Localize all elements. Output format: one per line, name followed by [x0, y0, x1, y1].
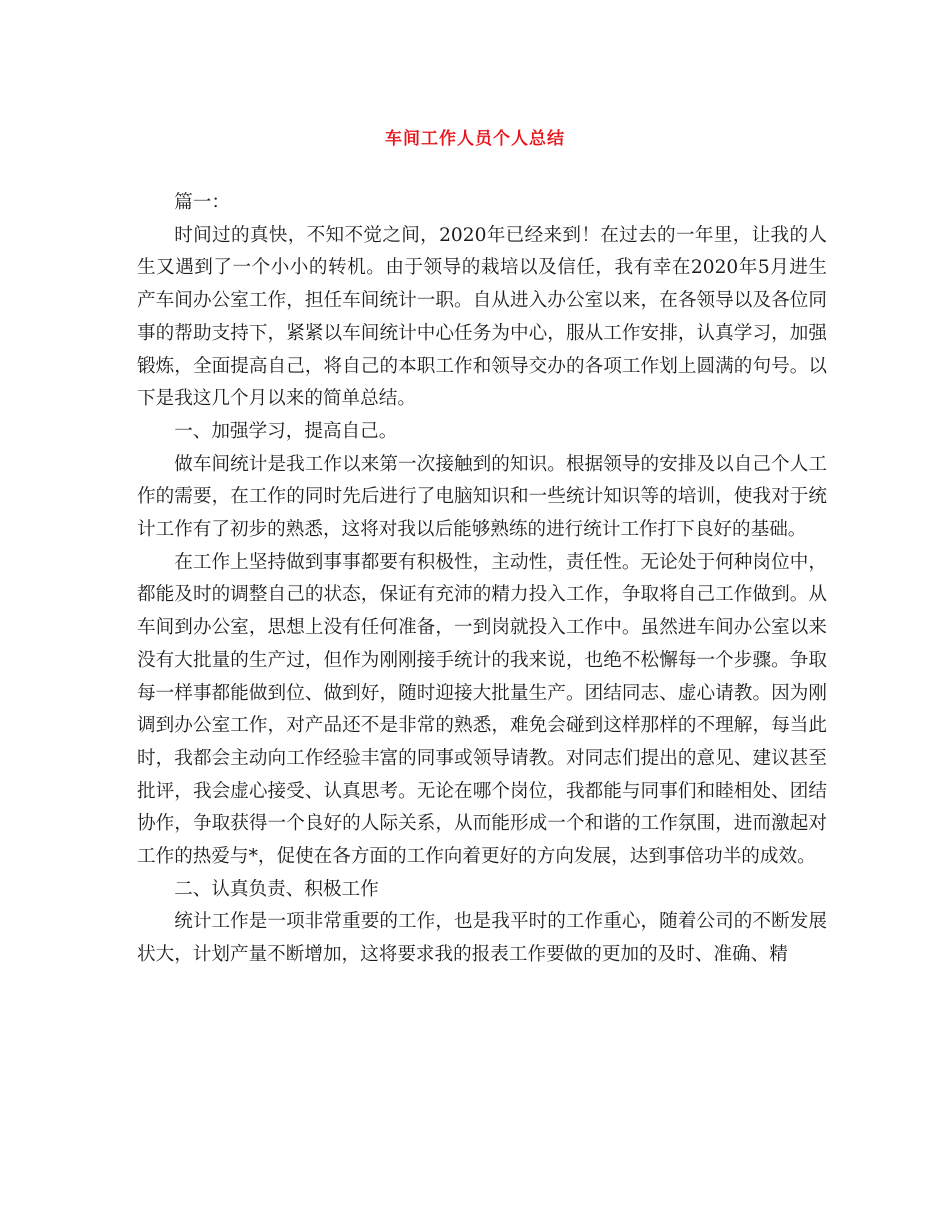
heading-section-1: 一、加强学习，提高自己。: [174, 420, 398, 442]
section-label: 篇一：: [174, 192, 230, 213]
paragraph-intro: 时间过的真快，不知不觉之间，2020年已经来到！在过去的一年里，让我的人生又遇到了一个小小的转机。由于领导的栽培以及信任，我有幸在2020年5月进生产车间办公室工作，担任车间统计一职。自从进入办公室以来，在各领导以及各位同事的帮助支持下，紧紧以车间统计中心任务为中心，服从工作安排，认真学习，加强锻炼，全面提高自己，将自己的本职工作和领导交办的各项工作划上圆满的句号。以下是我这几个月以来的简单总结。: [137, 224, 827, 410]
paragraph-study: 做车间统计是我工作以来第一次接触到的知识。根据领导的安排及以自己个人工作的需要，在工作的同时先后进行了电脑知识和一些统计知识等的培训，使我对于统计工作有了初步的熟悉，这将对我以后能够熟练的进行统计工作打下良好的基础。: [137, 453, 827, 541]
paragraph-attitude: 在工作上坚持做到事事都要有积极性，主动性，责任性。无论处于何种岗位中，都能及时的调整自己的状态，保证有充沛的精力投入工作，争取将自己工作做到。从车间到办公室，思想上没有任何准备，一到岗就投入工作中。虽然进车间办公室以来没有大批量的生产过，但作为刚刚接手统计的我来说，也绝不松懈每一个步骤。争取每一样事都能做到位、做到好，随时迎接大批量生产。团结同志、虚心请教。因为刚调到办公室工作，对产品还不是非常的熟悉，难免会碰到这样那样的不理解，每当此时，我都会主动向工作经验丰富的同事或领导请教。对同志们提出的意见、建议甚至批评，我会虚心接受、认真思考。无论在哪个岗位，我都能与同事们和睦相处、团结协作，争取获得一个良好的人际关系，从而能形成一个和谐的工作氛围，进而激起对工作的热爱与*，促使在各方面的工作向着更好的方向发展，达到事倍功半的成效。: [137, 551, 827, 868]
paragraph-work: 统计工作是一项非常重要的工作，也是我平时的工作重心，随着公司的不断发展状大，计划产量不断增加，这将要求我的报表工作要做的更加的及时、准确、精: [137, 911, 827, 966]
document-body: [137, 187, 827, 972]
heading-section-2: 二、认真负责、积极工作: [174, 878, 379, 900]
document-title: 车间工作人员个人总结: [385, 129, 565, 149]
